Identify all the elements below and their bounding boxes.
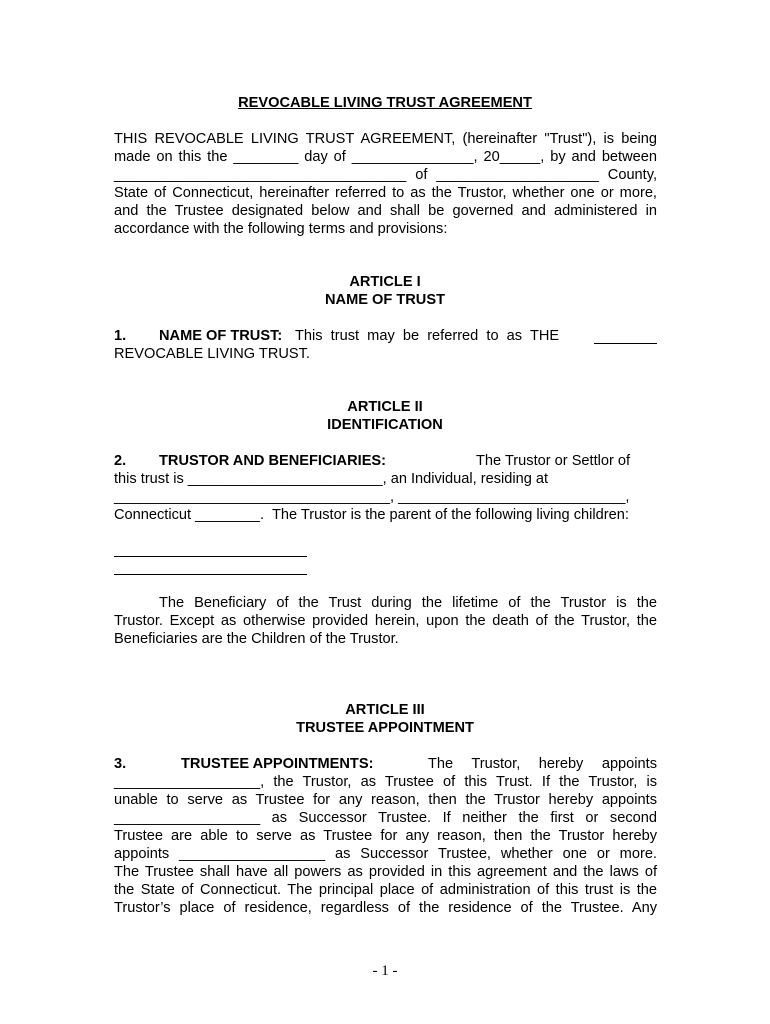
section-2-number: 2.	[114, 453, 127, 469]
section-1-label: NAME OF TRUST:	[159, 328, 283, 344]
page-number: - 1 -	[372, 963, 398, 979]
child-name-line-2	[114, 574, 307, 575]
beneficiary-line-2: Trustor. Except as otherwise provided herein, upon the death of the Trustor, the	[114, 613, 657, 629]
child-name-line-1	[114, 556, 307, 557]
intro-line-3: ____________________________________ of ____________________ County,	[114, 167, 657, 183]
section-3-line-4: __________________ as Successor Trustee. If neither the first or second	[114, 810, 657, 826]
beneficiary-line-1: The Beneficiary of the Trust during the lifetime of the Trustor is the	[159, 595, 657, 611]
article-3-subheading: TRUSTEE APPOINTMENT	[296, 720, 474, 736]
section-1-text: This trust may be referred to as THE	[295, 328, 560, 344]
section-1-number: 1.	[114, 328, 127, 344]
section-3-line-6: appoints __________________ as Successor Trustee, whether one or more.	[114, 846, 657, 862]
section-1-line-2: REVOCABLE LIVING TRUST.	[114, 346, 310, 362]
article-1-heading: ARTICLE I	[349, 274, 421, 290]
section-2-line-2: this trust is ________________________, an Individual, residing at	[114, 471, 549, 487]
document-title: REVOCABLE LIVING TRUST AGREEMENT	[238, 95, 532, 111]
section-2-label: TRUSTOR AND BENEFICIARIES:	[159, 453, 387, 469]
section-2-line-4: Connecticut ________. The Trustor is the parent of the following living children:	[114, 507, 629, 523]
section-3-text: The Trustor, hereby appoints	[428, 756, 657, 772]
section-3-line-9: Trustor’s place of residence, regardless of the residence of the Trustee. Any	[114, 900, 657, 916]
article-1-subheading: NAME OF TRUST	[325, 292, 445, 308]
intro-line-1: THIS REVOCABLE LIVING TRUST AGREEMENT, (hereinafter "Trust"), is being	[114, 131, 657, 147]
section-3-label: TRUSTEE APPOINTMENTS:	[181, 756, 374, 772]
section-2-line-3: __________________________________, ____________________________,	[114, 489, 630, 505]
section-3-line-8: the State of Connecticut. The principal place of administration of this trust is the	[114, 882, 657, 898]
section-3-line-7: The Trustee shall have all powers as provided in this agreement and the laws of	[114, 864, 657, 880]
trust-name-blank	[594, 331, 657, 348]
beneficiary-line-3: Beneficiaries are the Children of the Trustor.	[114, 631, 399, 647]
intro-line-5: and the Trustee designated below and shall be governed and administered in	[114, 203, 657, 219]
article-2-subheading: IDENTIFICATION	[327, 417, 443, 433]
intro-line-2: made on this the ________ day of _______________, 20_____, by and between	[114, 149, 657, 165]
section-3-line-5: Trustee are able to serve as Trustee for any reason, then the Trustor hereby	[114, 828, 657, 844]
intro-line-6: accordance with the following terms and provisions:	[114, 221, 448, 237]
article-3-heading: ARTICLE III	[345, 702, 425, 718]
article-2-heading: ARTICLE II	[347, 399, 423, 415]
section-3-line-3: unable to serve as Trustee for any reason, then the Trustor hereby appoints	[114, 792, 657, 808]
intro-line-4: State of Connecticut, hereinafter referred to as the Trustor, whether one or more,	[114, 185, 657, 201]
section-2-text: The Trustor or Settlor of	[476, 453, 631, 469]
section-3-line-2: __________________, the Trustor, as Trustee of this Trust. If the Trustor, is	[114, 774, 657, 790]
section-3-number: 3.	[114, 756, 127, 772]
